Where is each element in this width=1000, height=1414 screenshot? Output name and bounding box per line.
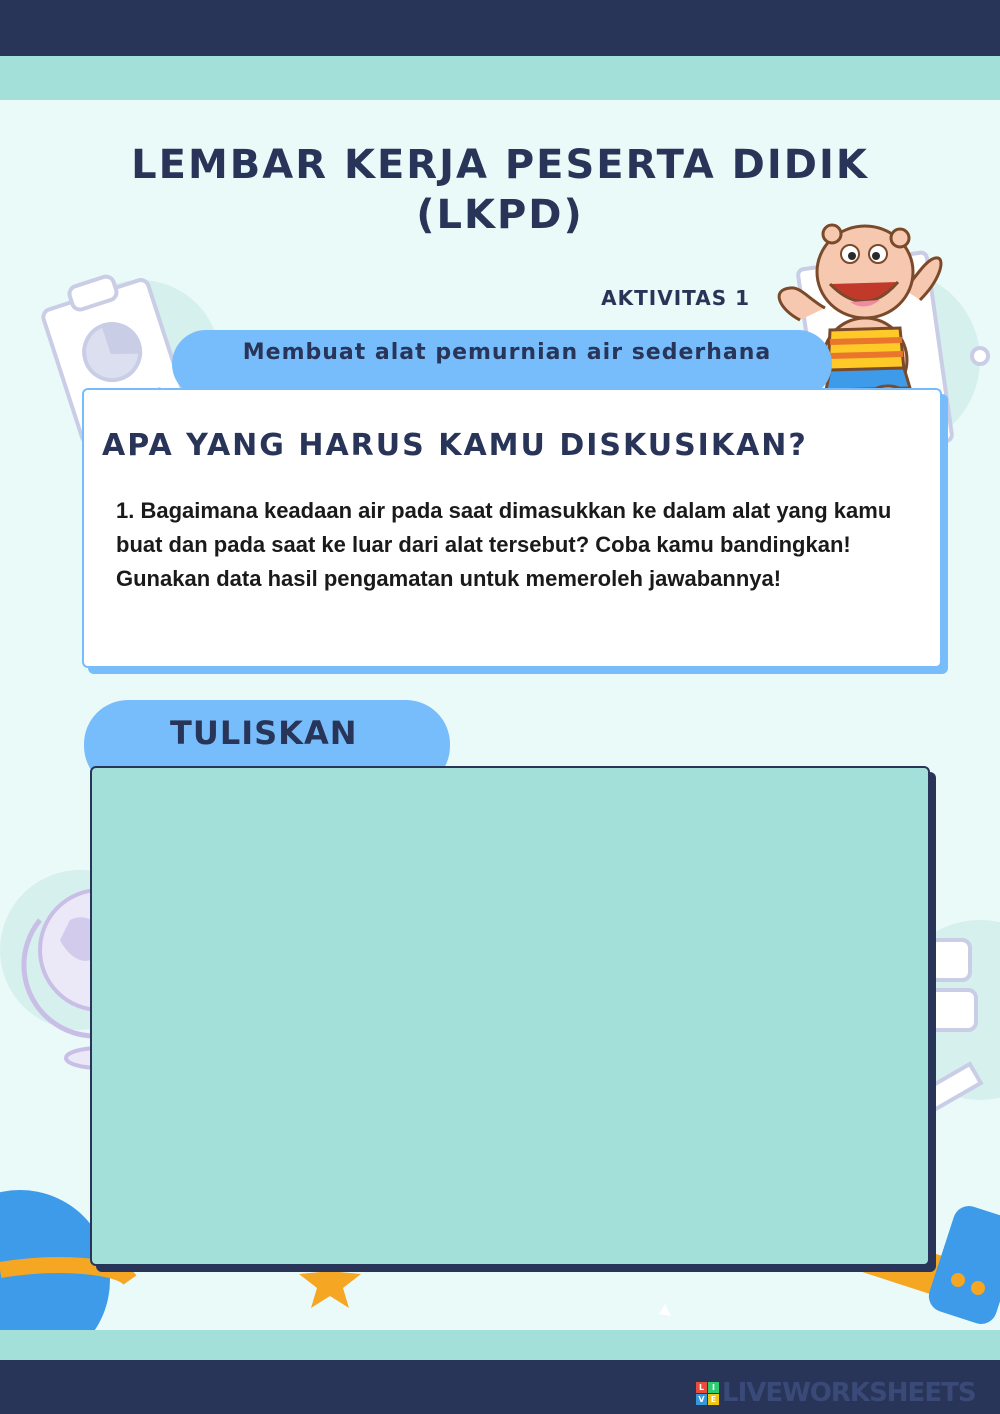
- answer-text-area[interactable]: [90, 766, 930, 1266]
- liveworksheets-logo-icon: L I V E: [696, 1382, 719, 1405]
- top-accent-strip: [0, 56, 1000, 100]
- worksheet-title: [0, 140, 1000, 240]
- question-heading: APA YANG HARUS KAMU DISKUSIKAN?: [102, 428, 808, 463]
- watermark-text: LIVEWORKSHEETS: [722, 1378, 976, 1408]
- title-line-2: (LKPD): [416, 192, 584, 238]
- question-text: 1. Bagaimana keadaan air pada saat dimasukkan ke dalam alat yang kamu buat dan pada saat ke luar dari alat tersebut? Coba kamu bandingkan! Gunakan data hasil pengamatan untuk memeroleh jawabannya!: [116, 498, 892, 591]
- moon-icon: [585, 1260, 675, 1330]
- answer-label: TULISKAN: [170, 714, 358, 752]
- bottom-accent-strip: [0, 1330, 1000, 1360]
- top-banner-bar: [0, 0, 1000, 56]
- activity-subtitle: Membuat alat pemurnian air sederhana: [242, 340, 772, 365]
- liveworksheets-watermark[interactable]: [696, 1378, 976, 1408]
- title-line-1: LEMBAR KERJA PESERTA DIDIK: [131, 142, 869, 188]
- activity-label: AKTIVITAS 1: [601, 286, 750, 310]
